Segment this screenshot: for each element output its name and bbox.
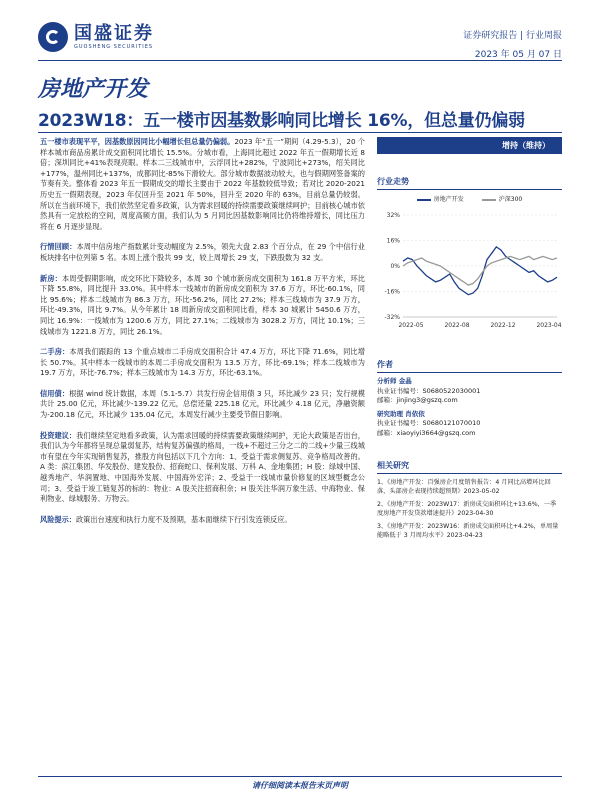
paragraph: 风险提示：政策出台速度和执行力度不及预期，基本面继续下行引发连锁反应。 [40, 514, 292, 524]
related-report-item[interactable]: 2、《房地产开发：2023W17：新房成交面积环比+13.6%，一季度房地产开发贷款增速提升》2023-04-30 [377, 501, 557, 517]
logo-icon [38, 22, 68, 52]
logo-name: 国盛证券 [74, 23, 154, 44]
y-tick-label: 0% [390, 263, 400, 270]
x-tick-label: 2022-08 [444, 322, 470, 329]
footer-note: 请仔细阅读本报告末页声明 [252, 781, 348, 790]
legend-swatch [417, 199, 431, 201]
authors-title: 作者 [377, 359, 562, 373]
paragraph: 五一楼市表现平平，因基数原因同比小幅增长但总量仍偏弱。2023 年“五一”期间（4.29-5.3），20 个样本城市商品房累计成交面积同比增长 15.5%。分城市看，上海同比超过 2022 年五一假期增长近 8 倍；深圳同比+41%表现亮眼。样本二三线城市中，云浮同比+282%，宁波同比+273%，绍关同比+177%，温州同比+137%，成都同比-85%下滑较大。部分城市数据波动较大，也与假期网签备案的节奏有关。整体看 2023 年五一假期成交的增长主要由于 2022 年基数较低导致；若对比 2020-2021 历史五一假期表现，2023 年仅回升至 2021 年 50%，回升至 2020 年的 63%，目前总量仍较弱。所以在当前环境下，我们依然坚定看多政策，认为需求回暖的持续需要政策继续呵护；目前核心城市依然具有一定放松的空间，周度高频方面，我们认为 5 月同比因基数影响同比仍将维持增长，同比压力将在 6 月逐步显现。 [40, 137, 365, 231]
report-title: 2023W18：五一楼市因基数影响同比增长 16%，但总量仍偏弱 [38, 111, 525, 131]
footer-divider [38, 776, 562, 777]
related-title: 相关研究 [377, 460, 562, 474]
rating-badge: 增持（维持） [377, 137, 562, 154]
trend-title: 行业走势 [377, 176, 562, 190]
report-date: 2023 年 05 月 07 日 [474, 50, 562, 60]
y-tick-label: -16% [384, 288, 400, 296]
author-email[interactable]: 邮箱：xiaoyiyi3664@gszq.com [377, 428, 476, 437]
main-body [40, 137, 365, 535]
series-line [403, 247, 557, 295]
x-tick-label: 2023-04 [536, 322, 562, 329]
sector-name: 房地产开发 [38, 76, 149, 102]
x-tick-label: 2022-05 [398, 322, 424, 329]
related-report-item[interactable]: 3、《房地产开发：2023W16：新房成交面积环比+4.2%，单周量能略低于 3 月周均水平》2023-04-23 [377, 523, 559, 539]
y-tick-label: -32% [384, 314, 400, 321]
legend-item: 房地产开发 [417, 194, 464, 203]
paragraph: 投资建议：我们继续坚定地看多政策，认为需求回暖的持续需要政策继续呵护，无论大政策是否出台，我们认为今年都将呈现总量弱复苏，结构复苏偏强的格局，一线+不超过三分之二的二线+少量三线城市有望在今年实现销售复苏，推股方向包括以下几个方向：1、受益于需求侧复苏、竞争格局改善的。A 类：滨江集团、华发股份、建发股份、招商蛇口、保利发展、万科 A、金地集团；H 股：绿城中国、越秀地产、华润置地、中国海外发展、中国海外宏洋；2、受益于一线城市量价修复的区域型概念公司；3、受益于竣工链复苏的标的：物业：A 股关注招商积余；H 股关注华润万象生活、中海物业、保利物业、绿城服务、万物云。 [40, 430, 365, 504]
author-cert: 执业证书编号：S0680522030001 [377, 386, 481, 395]
header-divider [38, 60, 562, 61]
y-tick-label: 16% [386, 237, 400, 245]
paragraph: 新房：本周受假期影响，成交环比下降较多，本周 30 个城市新房成交面积为 161.8 万平方米，环比下降 55.8%，同比提升 33.0%。其中样本一线城市的新房成交面积为 37.6 万方，环比-60.1%，同比 95.6%；样本二线城市为 86.3 万方，环比-56.2%，同比 27.2%；样本三线城市为 37.9 万方，环比-49.3%，同比 9.7%。从今年累计 18 周新房成交面积同比看，样本 30 城累计 5450.6 万方，同比 16.9%：一线城市为 1200.6 万方，同比 27.1%；二线城市为 3028.2 万方，同比 10.1%；三线城市为 1221.8 万方，同比 26.1%。 [40, 273, 365, 336]
paragraph: 二手房：本周我们跟踪的 13 个重点城市二手房成交面积合计 47.4 万方，环比下降 71.6%，同比增长 50.7%。其中样本一线城市的本周二手房成交面积为 13.5 万方，环比-69.1%；样本二线城市为 19.7 万方，环比-76.7%；样本三线城市为 14.3 万方，环比-63.1%。 [40, 347, 365, 378]
sidebar [377, 137, 562, 544]
paragraph: 行情回顾：本周中信房地产指数累计变动幅度为 2.5%，领先大盘 2.83 个百分点，在 29 个中信行业板块排名中位列第 5 名。本周上涨个股共 99 支，较上周增长 29 支，下跌股数为 32 支。 [40, 242, 365, 262]
related-reports [377, 478, 562, 540]
title-divider [38, 132, 562, 133]
y-tick-label: 32% [386, 212, 400, 219]
report-type: 证券研究报告 | 行业周报 [463, 31, 562, 41]
brand-logo [38, 22, 154, 52]
trend-chart [377, 209, 562, 337]
legend-item: 沪深300 [482, 194, 522, 203]
paragraph: 信用债：根据 wind 统计数据，本周（5.1-5.7）共发行房企信用债 3 只，环比减少 23 只；发行规模共计 25.00 亿元，环比减少-139.22 亿元，总偿还量 225.18 亿元，环比减少 4.18 亿元，净融资额为-200.18 亿元，环比减少 135.04 亿元，本周发行减少主要受节假日影响。 [40, 388, 365, 420]
x-tick-label: 2022-12 [490, 322, 516, 329]
chart-legend [377, 194, 562, 203]
author-name: 研究助理 肖依依 [377, 409, 425, 418]
author-block [377, 377, 562, 438]
related-report-item[interactable]: 1、《房地产开发：百强房企月度销售报告：4 月同比高增环比回落，头部房企表现持续超预期》2023-05-02 [377, 479, 551, 495]
author-cert: 执业证书编号：S0680121070010 [377, 419, 481, 427]
trend-chart-svg [377, 209, 562, 337]
logo-english: GUOSHENG SECURITIES [74, 44, 154, 50]
author-email[interactable]: 邮箱：jinjing3@gszq.com [377, 396, 458, 404]
legend-swatch [482, 199, 496, 201]
author-name: 分析师 金晶 [377, 377, 412, 385]
